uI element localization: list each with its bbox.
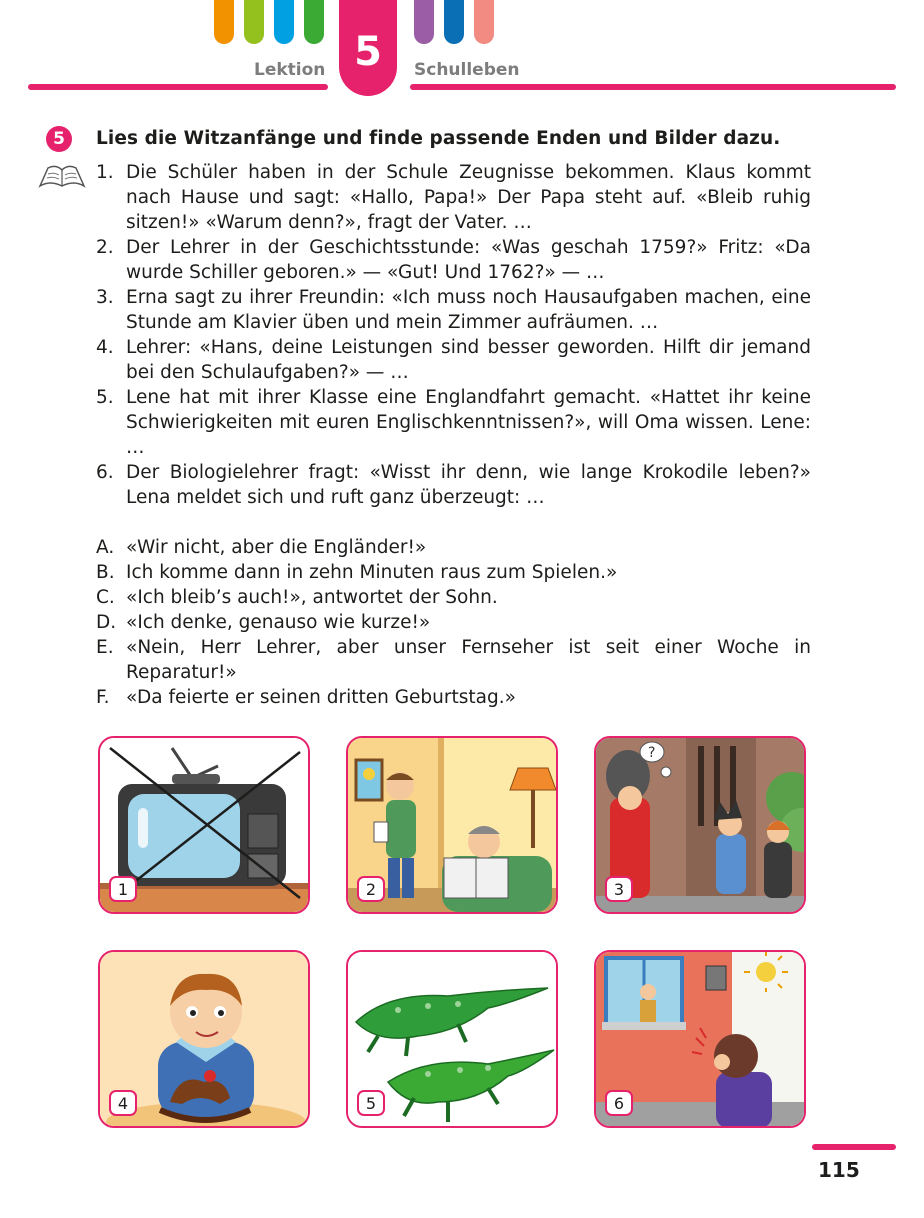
header-stripe bbox=[274, 0, 294, 44]
item-text: Der Biologielehrer fragt: «Wisst ihr denn, wie lange Krokodile leben?» Lena meldet sich und ruft ganz überzeugt: … bbox=[126, 462, 811, 508]
page-number: 115 bbox=[818, 1158, 860, 1182]
list-item bbox=[96, 635, 811, 685]
header-rule-right bbox=[410, 84, 896, 90]
footer-rule bbox=[812, 1144, 896, 1150]
item-label: B. bbox=[96, 562, 115, 583]
list-item bbox=[96, 560, 811, 585]
header-stripe bbox=[444, 0, 464, 44]
joke-beginnings-list bbox=[96, 160, 811, 510]
item-text: Ich komme dann in zehn Minuten raus zum Spielen.» bbox=[126, 562, 618, 583]
header-stripe bbox=[304, 0, 324, 44]
list-item bbox=[96, 385, 811, 460]
item-label: 6. bbox=[96, 462, 114, 483]
header-stripe bbox=[244, 0, 264, 44]
item-label: 2. bbox=[96, 237, 114, 258]
picture-number: 6 bbox=[605, 1090, 633, 1116]
item-text: Die Schüler haben in der Schule Zeugnisse bekommen. Klaus kommt nach Hause und sagt: «Hallo, Papa!» Der Papa steht auf. «Bleib ruhig sitzen!» «Warum denn?», fragt der Vater. … bbox=[126, 162, 811, 233]
item-text: «Wir nicht, aber die Engländer!» bbox=[126, 537, 427, 558]
open-book-icon bbox=[38, 160, 86, 192]
list-item bbox=[96, 285, 811, 335]
list-item bbox=[96, 685, 811, 710]
exercise-title: Lies die Witzanfänge und finde passende Enden und Bilder dazu. bbox=[96, 128, 781, 149]
lesson-number: 5 bbox=[354, 29, 382, 75]
picture-card-2 bbox=[346, 736, 558, 914]
joke-endings-list bbox=[96, 535, 811, 710]
list-item bbox=[96, 335, 811, 385]
header-stripe bbox=[214, 0, 234, 44]
header-stripe bbox=[414, 0, 434, 44]
item-text: Erna sagt zu ihrer Freundin: «Ich muss noch Hausaufgaben machen, eine Stunde am Klavier üben und mein Zimmer aufräumen. … bbox=[126, 287, 811, 333]
picture-card-1 bbox=[98, 736, 310, 914]
picture-number: 5 bbox=[357, 1090, 385, 1116]
list-item bbox=[96, 610, 811, 635]
picture-number: 2 bbox=[357, 876, 385, 902]
item-text: Lehrer: «Hans, deine Leistungen sind besser geworden. Hilft dir jemand bei den Schulaufgaben?» — … bbox=[126, 337, 811, 383]
item-label: A. bbox=[96, 537, 115, 558]
item-label: 5. bbox=[96, 387, 114, 408]
item-text: «Ich denke, genauso wie kurze!» bbox=[126, 612, 431, 633]
picture-card-6 bbox=[594, 950, 806, 1128]
list-item bbox=[96, 160, 811, 235]
picture-number: 4 bbox=[109, 1090, 137, 1116]
item-text: Der Lehrer in der Geschichtsstunde: «Was geschah 1759?» Fritz: «Da wurde Schiller geboren.» — «Gut! Und 1762?» — … bbox=[126, 237, 811, 283]
item-label: 4. bbox=[96, 337, 114, 358]
lesson-label: Lektion bbox=[254, 60, 326, 80]
item-text: Lene hat mit ihrer Klasse eine Englandfahrt gemacht. «Hattet ihr keine Schwierigkeiten mit euren Englischkenntnissen?», will Oma wissen. Lene: … bbox=[126, 387, 811, 458]
item-label: 3. bbox=[96, 287, 114, 308]
picture-number: 3 bbox=[605, 876, 633, 902]
item-label: E. bbox=[96, 637, 114, 658]
exercise-number: 5 bbox=[53, 129, 65, 149]
item-text: «Da feierte er seinen dritten Geburtstag.» bbox=[126, 687, 516, 708]
list-item bbox=[96, 535, 811, 560]
picture-number: 1 bbox=[109, 876, 137, 902]
item-label: F. bbox=[96, 687, 110, 708]
item-label: C. bbox=[96, 587, 115, 608]
item-text: «Nein, Herr Lehrer, aber unser Fernseher ist seit einer Woche in Reparatur!» bbox=[126, 637, 811, 683]
picture-card-3 bbox=[594, 736, 806, 914]
picture-card-5 bbox=[346, 950, 558, 1128]
picture-card-4 bbox=[98, 950, 310, 1128]
list-item bbox=[96, 585, 811, 610]
header-rule-left bbox=[28, 84, 328, 90]
item-label: 1. bbox=[96, 162, 114, 183]
topic-label: Schulleben bbox=[414, 60, 520, 80]
header-stripe bbox=[474, 0, 494, 44]
item-text: «Ich bleib’s auch!», antwortet der Sohn. bbox=[126, 587, 498, 608]
svg-text:?: ? bbox=[648, 745, 656, 761]
exercise-number-badge bbox=[46, 126, 72, 152]
list-item bbox=[96, 235, 811, 285]
lesson-number-tab bbox=[339, 0, 397, 96]
list-item bbox=[96, 460, 811, 510]
item-label: D. bbox=[96, 612, 117, 633]
